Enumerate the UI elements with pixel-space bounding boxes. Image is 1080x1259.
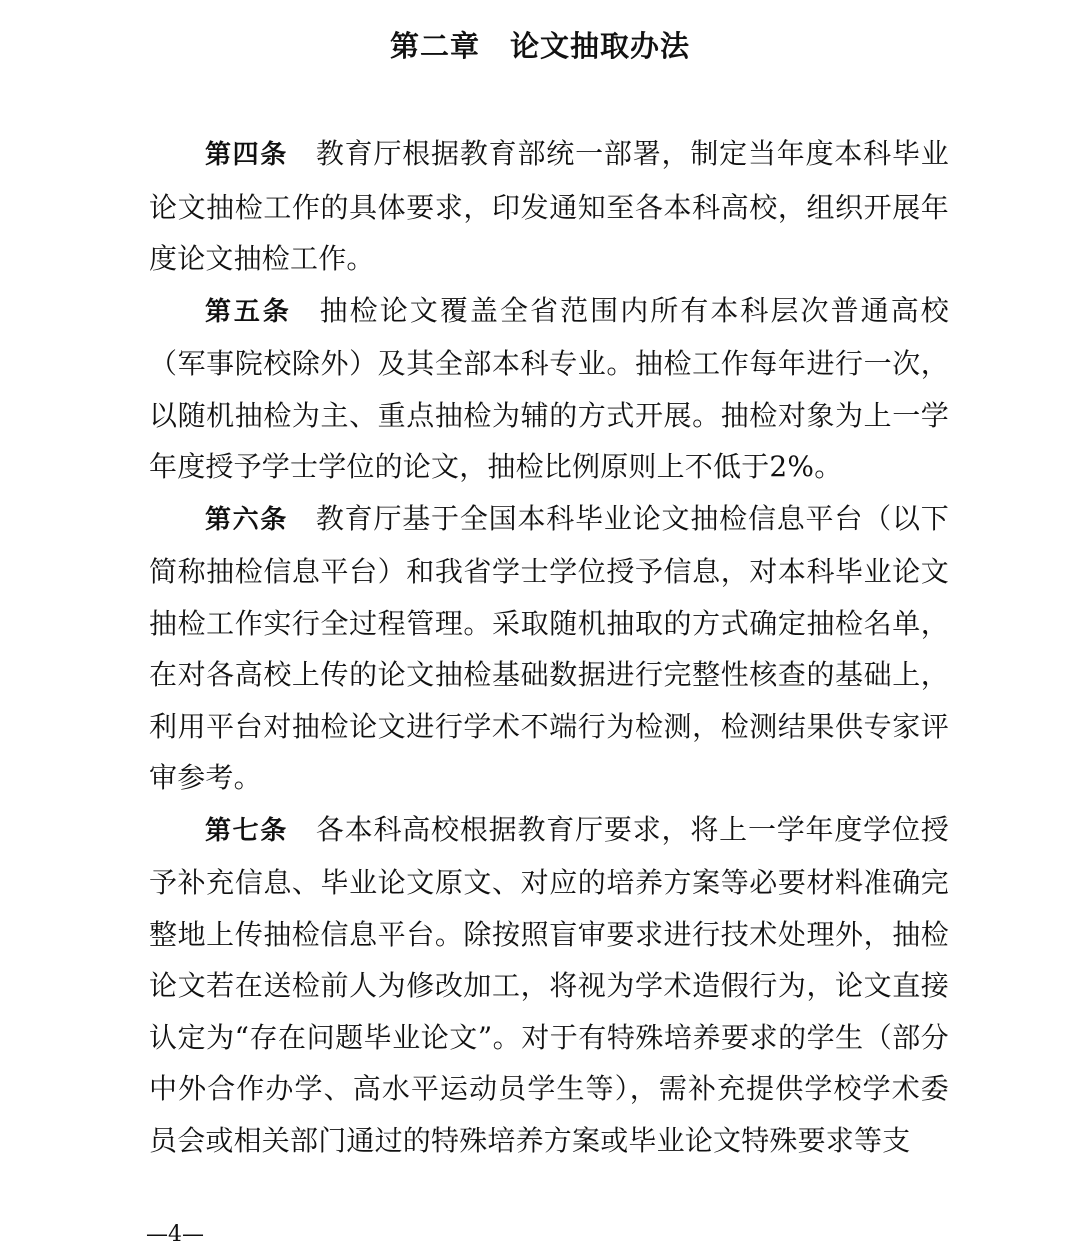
article-7 bbox=[149, 804, 949, 1167]
article-text: 抽检论文覆盖全省范围内所有本科层次普通高校（军事院校除外）及其全部本科专业。抽检工作每年进行一次，以随机抽检为主、重点抽检为辅的方式开展。抽检对象为上一学年度授予学士学位的论文，抽检比例原则上不低于2%。 bbox=[149, 293, 949, 483]
article-number: 第六条 bbox=[205, 504, 288, 535]
article-text: 各本科高校根据教育厅要求，将上一学年度学位授予补充信息、毕业论文原文、对应的培养方案等必要材料准确完整地上传抽检信息平台。除按照盲审要求进行技术处理外，抽检论文若在送检前人为修改加工，将视为学术造假行为，论文直接认定为“存在问题毕业论文”。对于有特殊培养要求的学生（部分中外合作办学、高水平运动员学生等），需补充提供学校学术委员会或相关部门通过的特殊培养方案或毕业论文特殊要求等支 bbox=[149, 812, 949, 1157]
chapter-number: 第二章 bbox=[389, 29, 480, 63]
article-6 bbox=[149, 493, 949, 804]
article-4 bbox=[149, 128, 949, 285]
article-text: 教育厅根据教育部统一部署，制定当年度本科毕业论文抽检工作的具体要求，印发通知至各本科高校，组织开展年度论文抽检工作。 bbox=[149, 137, 949, 275]
article-text: 教育厅基于全国本科毕业论文抽检信息平台（以下简称抽检信息平台）和我省学士学位授予信息，对本科毕业论文抽检工作实行全过程管理。采取随机抽取的方式确定抽检名单，在对各高校上传的论文抽检基础数据进行完整性核查的基础上，利用平台对抽检论文进行学术不端行为检测，检测结果供专家评审参考。 bbox=[149, 501, 949, 794]
chapter-title bbox=[0, 24, 1080, 65]
article-number: 第五条 bbox=[205, 296, 292, 327]
page-number: —4— bbox=[146, 1222, 204, 1247]
chapter-name: 论文抽取办法 bbox=[510, 29, 691, 63]
document-body bbox=[149, 128, 949, 1166]
article-number: 第四条 bbox=[205, 140, 288, 170]
article-5 bbox=[149, 285, 949, 493]
article-number: 第七条 bbox=[205, 815, 288, 846]
